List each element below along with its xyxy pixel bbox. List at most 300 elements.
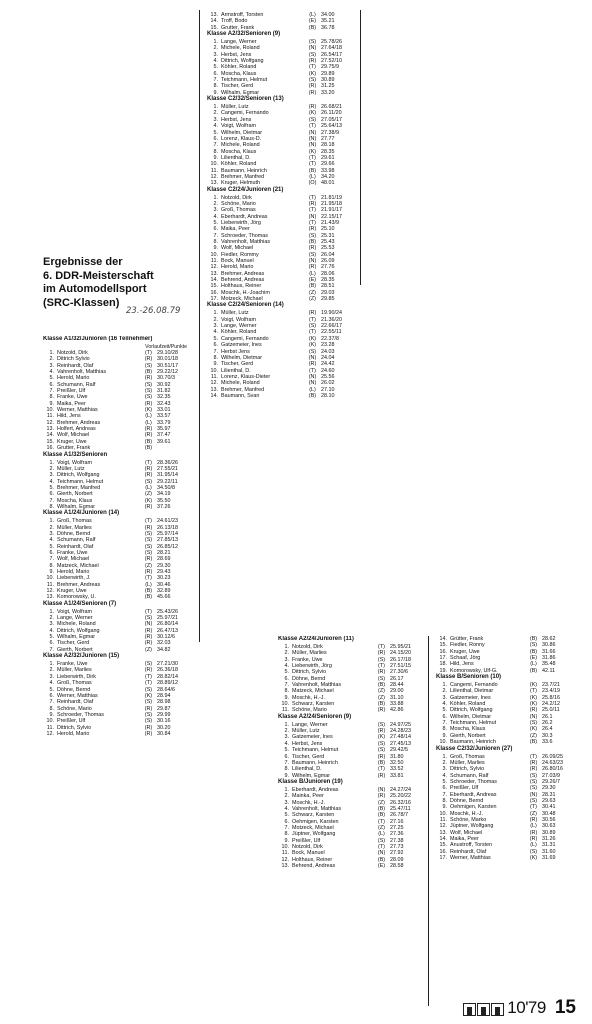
rank: 2. <box>49 465 54 472</box>
rank: 3. <box>284 799 289 806</box>
result-time: 28.98 <box>157 699 171 706</box>
club-code: (T) <box>309 207 316 214</box>
club-code: (K) <box>308 110 317 117</box>
club-code: (N) <box>308 45 317 52</box>
rank: 3. <box>49 621 54 628</box>
club-code: (R) <box>308 245 317 252</box>
result-row <box>43 445 193 451</box>
rank: 6. <box>213 70 218 77</box>
club-code: (L) <box>309 12 316 18</box>
club-code: (T) <box>309 329 316 336</box>
rank: 6. <box>284 675 289 682</box>
club-code: (S) <box>144 661 153 668</box>
club-code: (K) <box>529 682 538 689</box>
rank: 2. <box>49 667 54 674</box>
rank: 14. <box>439 636 447 642</box>
competitor-name: Brehmer, Manfred <box>57 484 101 491</box>
competitor-name: Lange, Werner <box>221 39 257 46</box>
competitor-name: Maika, Peer <box>450 835 479 842</box>
competitor-name: Oehmigen, Karsten <box>292 818 339 825</box>
result-time: 28.94 <box>157 692 171 699</box>
rank: 6. <box>284 753 289 760</box>
club-code: (S) <box>377 747 386 754</box>
result-section <box>436 674 578 745</box>
result-time: 21.95/18 <box>321 200 342 207</box>
competitor-name: Vahrenholt, Matthias <box>57 369 107 376</box>
competitor-name: Lieberwirth, Jörg <box>221 219 261 226</box>
rank: 5. <box>49 484 54 491</box>
result-time: 33.57 <box>157 413 171 420</box>
rank: 4. <box>442 701 447 708</box>
rank: 3. <box>442 694 447 701</box>
result-time: 33.6 <box>542 739 553 746</box>
competitor-name: Moscha, Klaus <box>450 726 486 733</box>
club-code: (Z) <box>378 688 385 695</box>
club-code: (T) <box>145 608 152 615</box>
club-code: (L) <box>309 270 316 277</box>
rank: 8. <box>284 688 289 695</box>
title-line: Ergebnisse der <box>43 256 123 268</box>
competitor-name: Gatzemeier, Ines <box>450 694 491 701</box>
competitor-name: Preißler, Ulf <box>450 785 479 792</box>
rank: 13. <box>46 426 54 433</box>
club-code: (B) <box>529 648 538 655</box>
rank: 14. <box>210 277 218 284</box>
club-code: (Z) <box>145 491 152 498</box>
result-time: 25.43 <box>321 239 335 245</box>
class-header: Klasse A2/24/Junioren (11) <box>278 636 354 642</box>
result-time: 33.79 <box>157 419 171 426</box>
club-code: (S) <box>308 323 317 330</box>
result-time: 27.30/6 <box>390 669 408 676</box>
rank: 8. <box>284 766 289 773</box>
competitor-name: Fiedler, Ronny <box>450 642 485 649</box>
competitor-name: Lange, Werner <box>292 721 328 728</box>
handwritten-date: 23.-26.08.79 <box>126 306 181 316</box>
rank: 5. <box>213 335 218 342</box>
result-time: 22.66/17 <box>321 323 342 330</box>
result-time: 26.13/18 <box>157 524 178 531</box>
rank: 12. <box>210 173 218 180</box>
competitor-name: Motzeck, Michael <box>292 824 334 831</box>
rank: 8. <box>213 83 218 90</box>
rank: 5. <box>213 64 218 71</box>
result-time: 32.35 <box>157 394 171 401</box>
competitor-name: Brehmer, Manfred <box>221 386 265 393</box>
result-time: 24.2/12 <box>542 701 560 708</box>
result-time: 27.21/30 <box>157 661 178 668</box>
rank: 10. <box>439 810 447 817</box>
result-time: 25.8/16 <box>542 694 560 701</box>
result-time: 25.95/21 <box>390 644 411 650</box>
result-time: 26.32/16 <box>390 799 411 806</box>
club-code: (K) <box>529 694 538 701</box>
rank: 1. <box>49 661 54 668</box>
result-time: 27.52/10 <box>321 58 342 65</box>
club-code: (B) <box>308 24 317 31</box>
class-header: Klasse A2/24/Senioren (9) <box>278 713 352 720</box>
result-time: 25.56 <box>321 373 335 380</box>
result-time: 25.10 <box>321 226 335 233</box>
club-code: (S) <box>144 530 153 537</box>
competitor-name: Wilhalm, Egmar <box>57 634 96 641</box>
club-code: (K) <box>377 734 386 741</box>
club-code: (T) <box>309 367 316 374</box>
club-code: (N) <box>377 850 386 857</box>
club-code: (N) <box>308 258 317 265</box>
rank: 2. <box>213 316 218 323</box>
result-time: 31.26 <box>542 835 556 842</box>
competitor-name: Köhler, Roland <box>221 64 257 71</box>
club-code: (S) <box>144 381 153 388</box>
rank: 2. <box>442 759 447 766</box>
club-code: (L) <box>145 484 152 491</box>
club-code: (S) <box>529 642 538 649</box>
club-code: (R) <box>144 640 153 647</box>
competitor-name: Grutter, Frank <box>221 24 255 31</box>
competitor-name: Lieberwirth, Jörg <box>292 663 332 670</box>
result-time: 29.89 <box>321 70 335 77</box>
club-code: (L) <box>309 173 316 180</box>
rank: 16. <box>210 289 218 296</box>
result-time: 28.82/14 <box>157 673 178 680</box>
result-time: 28.44 <box>390 682 404 689</box>
competitor-name: Herbst, Jens <box>292 740 323 747</box>
club-code: (Z) <box>530 732 537 739</box>
competitor-name: Franke, Uwe <box>57 394 88 401</box>
rank: 14. <box>46 432 54 439</box>
club-code: (Z) <box>378 694 385 701</box>
club-code: (R) <box>144 356 153 363</box>
competitor-name: Hild, Jens <box>57 413 81 420</box>
rank: 13. <box>210 386 218 393</box>
rank: 1. <box>213 194 218 201</box>
club-code: (K) <box>144 692 153 699</box>
club-code: (K) <box>144 497 153 504</box>
result-time: 33.88 <box>390 701 404 708</box>
club-code: (R) <box>377 793 386 800</box>
rank: 10. <box>210 161 218 168</box>
result-section <box>43 601 193 653</box>
club-code: (K) <box>529 701 538 708</box>
competitor-name: Lange, Werner <box>57 615 93 622</box>
rank: 3. <box>49 472 54 479</box>
result-time: 30.23 <box>157 575 171 582</box>
competitor-name: Schumann, Ralf <box>57 537 96 544</box>
club-code: (S) <box>377 837 386 844</box>
competitor-name: Werner, Matthias <box>57 407 98 414</box>
competitor-name: Jüptner, Wolfgang <box>292 831 336 838</box>
club-code: (T) <box>309 316 316 323</box>
rank: 17. <box>210 296 218 303</box>
rank: 10. <box>46 575 54 582</box>
competitor-name: Werner, Matthias <box>450 855 491 861</box>
club-code: (B) <box>377 805 386 812</box>
result-time: 26.11/20 <box>321 110 342 117</box>
competitor-name: Brehmer, Andreas <box>57 419 101 426</box>
result-time: 31.80 <box>390 753 404 760</box>
rank: 10. <box>210 251 218 258</box>
competitor-name: Bock, Manuel <box>221 258 254 265</box>
column-rule-top-left <box>199 10 200 642</box>
competitor-name: Moscha, Klaus <box>221 148 257 155</box>
result-time: 28.36/26 <box>157 459 178 466</box>
club-code: (S) <box>144 543 153 550</box>
competitor-name: Kruger, Uwe <box>57 438 87 445</box>
club-code: (S) <box>529 772 538 779</box>
rank: 5. <box>213 219 218 226</box>
competitor-name: Müller, Marlies <box>292 650 327 657</box>
club-code: (S) <box>529 848 538 855</box>
rank: 4. <box>442 772 447 779</box>
club-code: (B) <box>529 636 538 642</box>
result-time: 30.20 <box>157 724 171 731</box>
result-time: 21.43/9 <box>321 219 339 226</box>
result-time: 25.43/26 <box>157 608 178 615</box>
result-time: 28.35 <box>321 148 335 155</box>
result-time: 28.62 <box>542 636 556 642</box>
result-time: 26.85/12 <box>157 543 178 550</box>
rank: 6. <box>49 549 54 556</box>
result-time: 33.20 <box>321 89 335 96</box>
result-row <box>207 393 357 399</box>
club-code: (R) <box>377 728 386 735</box>
competitor-name: Reinhardt, Olaf <box>57 543 94 550</box>
club-code: (S) <box>144 549 153 556</box>
competitor-name: Lilienthal, D. <box>221 154 251 161</box>
result-time: 26.54/17 <box>321 51 342 58</box>
competitor-name: Notzold, Dirk <box>57 350 88 356</box>
result-time: 32.03 <box>157 640 171 647</box>
rank: 9. <box>284 694 289 701</box>
result-time: 31.60 <box>542 848 556 855</box>
competitor-name: Lorenz, Klaus-D. <box>221 135 262 142</box>
rank: 1. <box>49 518 54 525</box>
result-time: 35.97 <box>157 426 171 433</box>
result-time: 23.28 <box>321 342 335 349</box>
rank: 7. <box>284 682 289 689</box>
competitor-name: Tischer, Gerd <box>292 753 325 760</box>
competitor-name: Teichmann, Helmut <box>292 747 339 754</box>
rank: 3. <box>213 323 218 330</box>
club-code: (S) <box>308 39 317 46</box>
result-time: 27.73 <box>390 843 404 850</box>
result-section <box>436 746 578 862</box>
competitor-name: Lange, Werner <box>221 323 257 330</box>
rank: 1. <box>49 459 54 466</box>
rank: 4. <box>213 213 218 220</box>
results-column-bottom-right <box>436 636 578 988</box>
result-time: 29.22/11 <box>157 478 178 485</box>
results-column-left <box>43 336 193 991</box>
competitor-name: Dittrich, Sylvio <box>57 724 92 731</box>
result-time: 27.77 <box>321 135 335 142</box>
competitor-name: Wolf, Michael <box>221 245 254 252</box>
club-code: (R) <box>377 707 386 714</box>
competitor-name: Baumann, Heinrich <box>450 739 496 746</box>
competitor-name: Dittrich, Wolfgang <box>450 707 493 714</box>
competitor-name: Schöne, Marko <box>450 816 487 823</box>
club-code: (L) <box>145 419 152 426</box>
club-code: (R) <box>144 627 153 634</box>
competitor-name: Moschk, H.-J. <box>450 810 483 817</box>
club-code: (R) <box>529 766 538 773</box>
competitor-name: Maika, Peer <box>57 400 86 407</box>
club-code: (Z) <box>309 296 316 303</box>
rank: 7. <box>49 646 54 653</box>
rank: 3. <box>284 734 289 741</box>
result-time: 33.01 <box>157 407 171 414</box>
rank: 2. <box>284 793 289 800</box>
rank: 4. <box>49 680 54 687</box>
club-code: (T) <box>378 766 385 773</box>
club-code: (Z) <box>309 289 316 296</box>
rank: 9. <box>442 804 447 811</box>
rank: 16. <box>439 848 447 855</box>
competitor-name: Herold, Mario <box>57 569 90 575</box>
competitor-name: Gatzemeier, Ines <box>292 734 333 741</box>
result-time: 28.58 <box>390 863 404 869</box>
rank: 1. <box>284 721 289 728</box>
result-time: 27.45/13 <box>390 740 411 747</box>
competitor-name: Müller, Lutz <box>57 465 85 472</box>
competitor-name: Franke, Uwe <box>292 656 323 663</box>
result-time: 25.97/14 <box>157 530 178 537</box>
competitor-name: Tischer, Gerd <box>221 83 254 90</box>
club-code: (N) <box>308 135 317 142</box>
class-header: Klasse A1/24/Senioren (7) <box>43 600 117 607</box>
rank: 7. <box>213 348 218 355</box>
rank: 6. <box>49 640 54 647</box>
competitor-name: Maika, Peer <box>221 226 250 233</box>
rank: 4. <box>49 369 54 376</box>
issue-number: 10'79 <box>507 998 546 1017</box>
result-time: 25.47/11 <box>390 805 411 812</box>
competitor-name: Müller, Lutz <box>292 728 320 735</box>
competitor-name: Köhler, Roland <box>221 161 257 168</box>
result-time: 30.12/6 <box>157 634 175 641</box>
rank: 8. <box>213 239 218 245</box>
club-code: (R) <box>144 426 153 433</box>
competitor-name: Gierth, Norbert <box>57 646 93 653</box>
club-code: (R) <box>529 759 538 766</box>
competitor-name: Wilhalm, Egmar <box>57 503 96 510</box>
rank: 9. <box>442 732 447 739</box>
rank: 11. <box>210 373 218 380</box>
club-code: (L) <box>145 413 152 420</box>
competitor-name: Jüptner, Wolfgang <box>450 823 494 830</box>
competitor-name: Behrend, Andreas <box>292 863 336 869</box>
competitor-name: Groß, Thomas <box>450 753 485 760</box>
club-code: (N) <box>308 354 317 361</box>
competitor-name: Holthaus, Reiner <box>292 856 333 863</box>
competitor-name: Köhler, Roland <box>450 701 486 708</box>
rank: 6. <box>284 818 289 825</box>
competitor-name: Troff, Bodo <box>221 18 248 25</box>
rank: 14. <box>210 18 218 25</box>
rank: 1. <box>213 104 218 111</box>
competitor-name: Eberhardt, Andreas <box>292 786 339 793</box>
result-section <box>207 31 357 96</box>
rank: 13. <box>210 12 218 18</box>
column-rule-bottom-mid <box>428 636 429 1006</box>
club-code: (B) <box>377 812 386 819</box>
rank: 1. <box>284 644 289 650</box>
rank: 6. <box>49 692 54 699</box>
result-time: 25.97/21 <box>157 615 178 622</box>
rank: 2. <box>49 615 54 622</box>
club-code: (K) <box>308 70 317 77</box>
competitor-name: Schwarz, Karsten <box>292 701 335 708</box>
rank: 1. <box>442 753 447 760</box>
result-time: 28.21 <box>157 549 171 556</box>
competitor-name: Cangemi, Fernando <box>221 110 269 117</box>
result-time: 27.51/15 <box>390 663 411 670</box>
club-code: (B) <box>377 759 386 766</box>
result-time: 24.28/23 <box>390 728 411 735</box>
club-code: (Z) <box>145 646 152 653</box>
result-time: 28.35 <box>321 277 335 284</box>
competitor-name: Kruger, Uwe <box>450 648 480 655</box>
club-code: (R) <box>144 375 153 382</box>
competitor-name: Franke, Uwe <box>57 549 88 556</box>
result-time: 31.66 <box>542 648 556 655</box>
rank: 5. <box>442 778 447 785</box>
rank: 15. <box>439 842 447 849</box>
competitor-name: Gierth, Norbert <box>450 732 486 739</box>
club-code: (T) <box>309 154 316 161</box>
club-code: (N) <box>308 129 317 136</box>
rank: 9. <box>49 711 54 718</box>
competitor-name: Voigt, Wolfram <box>57 459 92 466</box>
club-code: (T) <box>309 219 316 226</box>
rank: 6. <box>49 491 54 498</box>
rank: 9. <box>213 361 218 368</box>
result-time: 29.99 <box>157 711 171 718</box>
club-code: (T) <box>145 518 152 525</box>
competitor-name: Tischer, Gerd <box>57 640 90 647</box>
rank: 4. <box>49 627 54 634</box>
club-code: (O) <box>308 180 317 187</box>
club-code: (N) <box>308 213 317 220</box>
result-time: 29.75/9 <box>321 64 339 71</box>
result-time: 31.95/14 <box>157 472 178 479</box>
rank: 12. <box>46 730 54 737</box>
result-time: 30.89 <box>542 829 556 836</box>
rank: 5. <box>442 707 447 714</box>
result-time: 34.19 <box>157 491 171 498</box>
result-time: 29.22/12 <box>157 369 178 376</box>
rank: 11. <box>210 167 218 174</box>
rank: 18. <box>439 661 447 668</box>
result-time: 27.38 <box>390 837 404 844</box>
result-time: 37.26 <box>157 503 171 510</box>
rank: 5. <box>284 812 289 819</box>
club-code: (S) <box>308 51 317 58</box>
rank: 11. <box>46 413 54 420</box>
club-code: (S) <box>377 721 386 728</box>
club-code: (K) <box>529 726 538 733</box>
rank: 17. <box>439 855 447 861</box>
rank: 8. <box>49 394 54 401</box>
result-time: 26.17 <box>390 675 404 682</box>
club-code: (S) <box>308 251 317 258</box>
competitor-name: Herbst, Jens <box>221 116 252 123</box>
club-code: (R) <box>529 829 538 836</box>
rank: 8. <box>49 503 54 510</box>
club-code: (T) <box>145 350 152 356</box>
club-code: (R) <box>308 310 317 317</box>
